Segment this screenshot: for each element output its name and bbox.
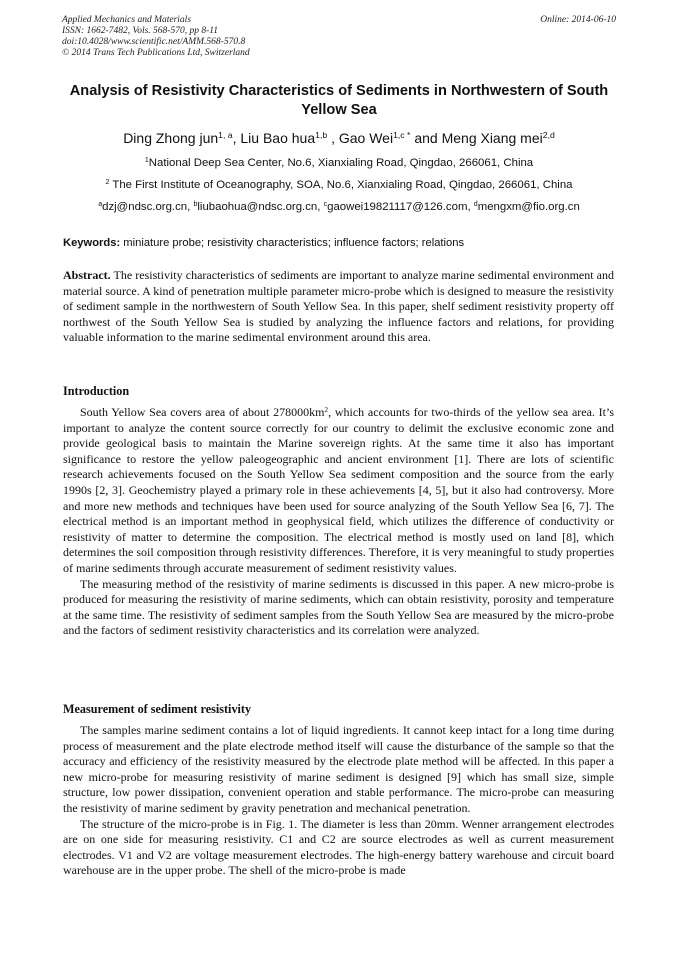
email-address: gaowei19821117@126.com,	[327, 201, 474, 213]
email-superscript: b	[193, 201, 198, 209]
author-separator: and	[410, 130, 442, 146]
email-list	[40, 200, 638, 215]
keywords-label: Keywords:	[63, 237, 121, 249]
journal-name: Applied Mechanics and Materials	[62, 15, 192, 25]
superscript: 2	[324, 404, 329, 414]
author-list	[40, 129, 638, 147]
section-measurement	[63, 702, 614, 879]
paragraph: The measuring method of the resistivity of marine sediments is discussed in this paper. A new micro-probe is produced for measuring the resistivity of marine sediments, which can obtain resistivity, porosity and temperature at the same time. The resistivity of sediment samples from the South Yellow Sea are measured by the micro-probe and the factors of sediment resistivity characteristics and its correlation were analyzed.	[63, 576, 614, 638]
author-superscript: 1, a	[218, 130, 233, 141]
author-superscript: 2,d	[542, 130, 555, 141]
affiliation-1	[40, 156, 638, 171]
author-superscript: 1,c *	[393, 130, 411, 141]
email-superscript: c	[323, 201, 328, 209]
paragraph-text: , which accounts for two-thirds of the yellow sea area. It’s important to analyze the content source correctly for our country to delimit the exclusive economic zone and provide geological basis to maintain the Marine sovereign rights. At the same time it also has important significance to restore the yellow paleogeographic and ancient environment [1]. There are lots of scientific research achievements focused on the South Yellow Sea sediment composition and the source from the early 1990s [2, 3]. Geochemistry played a primary role in these achievements [4, 5], but it also had controversy. More and more new methods and techniques have been used for source analyzing of the South Yellow Sea [6, 7]. The electrical method is an important method in geophysical field, which utilizes the difference of conductivity or resistivity of matter to determine the composition. The electrical method is mostly used on land [8], which determines the soil composition through resistivity differences. Therefore, it is very meaningful to study properties of marine sediments through accurate measurement of sediment resistivity values.	[63, 405, 615, 575]
author-name: Ding Zhong jun	[123, 130, 219, 146]
journal-copyright: © 2014 Trans Tech Publications Ltd, Switzerland	[62, 48, 250, 58]
affiliation-text: The First Institute of Oceanography, SOA, No.6, Xianxialing Road, Qingdao, 266061, China	[109, 179, 573, 191]
online-date: Online: 2014-06-10	[540, 15, 616, 25]
email-address: liubaohua@ndsc.org.cn,	[197, 201, 324, 213]
journal-header	[62, 15, 616, 59]
section-heading: Introduction	[63, 384, 130, 398]
author-separator: ,	[232, 130, 241, 146]
abstract-text: The resistivity characteristics of sediments are important to analyze marine sedimental environment and material source. A kind of penetration multiple parameter micro-probe which is designed to measure the resistivity of sediment sample in the northwestern of South Yellow Sea. In this paper, shelf sediment resistivity property off northwest of the South Yellow Sea is studied by analyzing the influence factors and relations, for providing valuable information to the marine sedimental environment around this area.	[63, 268, 614, 345]
keywords	[63, 236, 619, 250]
author-superscript: 1,b	[315, 130, 328, 141]
author-separator: ,	[327, 130, 339, 146]
email-superscript: a	[98, 201, 103, 209]
paragraph: The structure of the micro-probe is in Fig. 1. The diameter is less than 20mm. Wenner arrangement electrodes are on one side for measuring resistivity. C1 and C2 are source electrodes as well as current measurement electrodes. V1 and V2 are voltage measurement electrodes. The high-energy battery warehouse and circuit board warehouse are in the upper probe. The shell of the micro-probe is made	[63, 816, 614, 878]
affiliation-superscript: 1	[144, 157, 149, 165]
journal-doi: doi:10.4028/www.scientific.net/AMM.568-570.8	[62, 37, 246, 47]
affiliation-text: National Deep Sea Center, No.6, Xianxialing Road, Qingdao, 266061, China	[148, 157, 534, 169]
keywords-text: miniature probe; resistivity characteristics; influence factors; relations	[120, 237, 465, 249]
section-heading: Measurement of sediment resistivity	[63, 702, 252, 716]
abstract-label: Abstract.	[63, 268, 111, 282]
section-introduction	[63, 384, 614, 639]
author-name: Gao Wei	[338, 130, 394, 146]
email-address: mengxm@fio.org.cn	[477, 201, 580, 213]
paper-title: Analysis of Resistivity Characteristics of Sediments in Northwestern of South Yellow Sea	[69, 83, 609, 118]
author-name: Liu Bao hua	[240, 130, 316, 146]
affiliation-2	[40, 178, 638, 193]
email-address: dzj@ndsc.org.cn,	[102, 201, 194, 213]
journal-issn: ISSN: 1662-7482, Vols. 568-570, pp 8-11	[62, 26, 219, 36]
author-name: Meng Xiang mei	[441, 130, 543, 146]
email-superscript: d	[473, 201, 478, 209]
paragraph-text: South Yellow Sea covers area of about 278000km	[80, 405, 325, 419]
affiliation-superscript: 2	[105, 179, 110, 187]
paragraph	[63, 405, 614, 577]
paragraph: The samples marine sediment contains a lot of liquid ingredients. It cannot keep intact for a long time during process of measurement and the plate electrode method itself will cause the disturbance of the sample so that the accuracy and efficiency of the resistivity measured by the electrode plate method will be affected. In this paper a new micro-probe for measuring resistivity of marine sediment is designed [9] which has small size, simple structure, low power dissipation, convenient operation and stable performance. The micro-probe can measuring the resistivity of marine sediment by gravity penetration and mechanical penetration.	[63, 723, 614, 815]
abstract	[63, 268, 614, 346]
